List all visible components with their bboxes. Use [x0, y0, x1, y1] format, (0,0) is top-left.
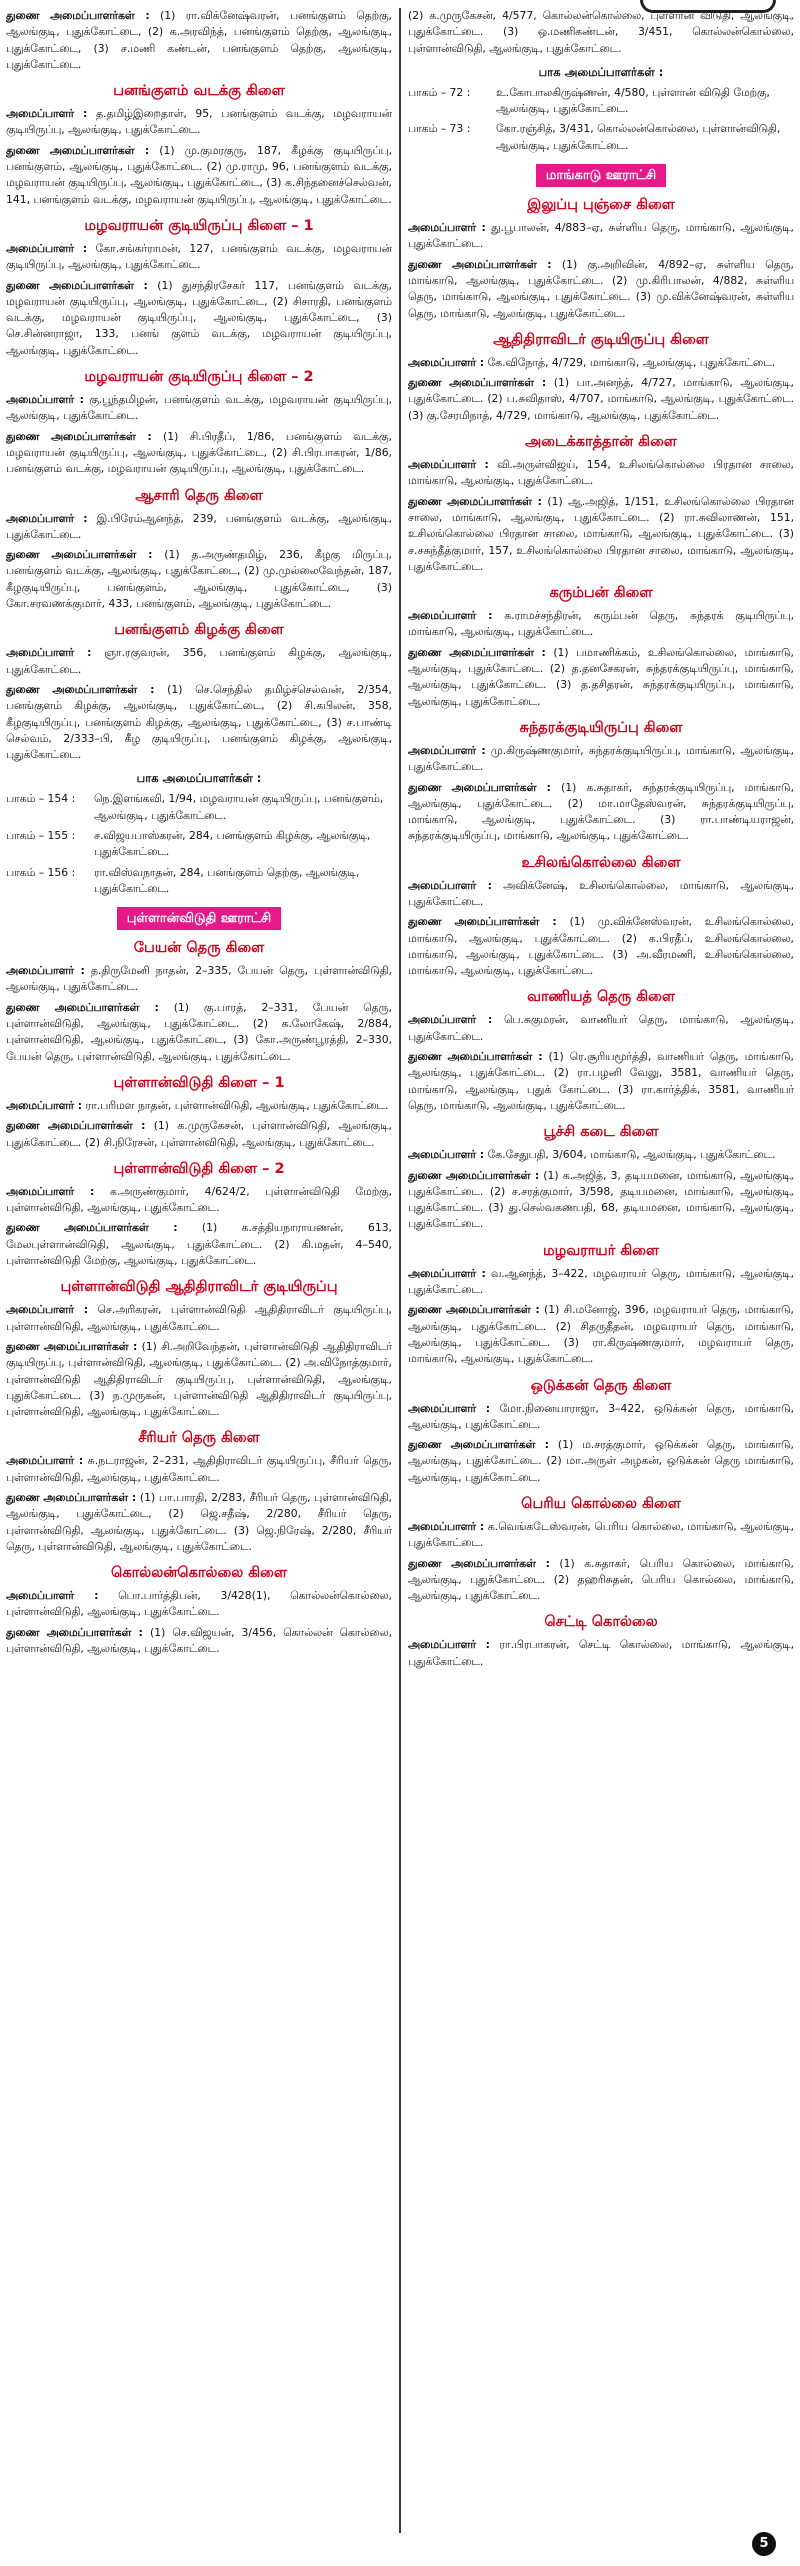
organizer-para [6, 1453, 392, 1486]
para-label: அமைப்பாளர் : [408, 1401, 491, 1415]
left-top-para [6, 8, 392, 73]
para-text: (1) கு.அறிவின், 4/892–ஏ, சுள்ளிய தெரு, மாங்காடு, ஆலங்குடி, புதுக்கோட்டை. (2) மு.கிரிபாலன், 4/882, சுள்ளிய தெரு, மாங்காடு, ஆலங்குடி, புதுக்கோட்டை. (3) மு.விக்னேஷ்வரன், சுள்ளிய தெரு, மாங்காடு, ஆலங்குடி, புதுக்கோட்டை. [408, 257, 794, 320]
para-label: அமைப்பாளர் : [6, 1098, 83, 1112]
organizer-para [408, 1266, 794, 1299]
para-label: அமைப்பாளர் : [408, 878, 492, 892]
part-number: பாகம் – 156 : [6, 865, 76, 879]
para-text: (1) மு.குமரகுரு, 187, கீழக்கு குடியிருப்பு, பனங்குளம், ஆலங்குடி, புதுக்கோட்டை. (2) மு.ராமு, 96, பனங்குளம் வடக்கு, மழவராயன் குடியிருப்பு, ஆலங்குடி, புதுக்கோட்டை, (3) க.சிந்தனைச்செல்வன், 141, பனங்குளம் வடக்கு, மழவராயன் குடியிருப்பு, ஆலங்குடி, புதுக்கோட்டை. [6, 143, 392, 206]
para-text: (1) க.சுதாகர், சுந்தரக்குடியிருப்பு, மாங்காடு, ஆலங்குடி, புதுக்கோட்டை. (2) மா.மாதேஸ்வரன், சுந்தரக்குடியிருப்பு, மாங்காடு, ஆலங்குடி, புதுக்கோட்டை. (3) ரா.பாண்டியராஜன், சுந்தரக்குடியிருப்பு, மாங்காடு, ஆலங்குடி, புதுக்கோட்டை. [408, 780, 794, 843]
branch-title: பேயன் தெரு கிளை [133, 940, 265, 957]
part-text: கோ.ரஞ்சித், 3/431, கொல்லன்கொல்லை, புள்ளான்விடுதி, ஆலங்குடி, புதுக்கோட்டை. [496, 122, 781, 152]
page-number-badge: 5 [752, 2532, 776, 2556]
branch-block [6, 1074, 392, 1151]
branch-title: பெரிய கொல்லை கிளை [521, 1496, 681, 1512]
branch-block [6, 1429, 392, 1555]
organizer-para [408, 457, 794, 490]
deputy-para [6, 547, 392, 612]
para-text: கே.விநோத், 4/729, மாங்காடு, ஆலங்குடி, புதுக்கோட்டை. [487, 355, 776, 369]
right-top-para [408, 8, 794, 57]
part-number: பாகம் – 154 : [6, 792, 76, 806]
para-label: அமைப்பாளர் : [408, 355, 485, 369]
para-label: துணை அமைப்பாளர்கள் : [408, 1303, 540, 1317]
branch-title: ஆதிதிராவிடர் குடியிருப்பு கிளை [493, 331, 709, 348]
para-label: அமைப்பாளர் : [6, 511, 88, 525]
para-label: அமைப்பாளர் : [408, 221, 486, 235]
organizer-para [408, 1401, 794, 1434]
para-label: துணை அமைப்பாளர்கள் : [408, 915, 557, 929]
para-text: இ.பிரேம்ஆனந்த், 239, பனங்குளம் வடக்கு, ஆலங்குடி, புதுக்கோட்டை. [6, 511, 392, 541]
para-text: (1) ரெ.சூரியமூர்த்தி, வாணியர் தெரு, மாங்காடு, ஆலங்குடி, புதுக்கோட்டை. (2) ரா.பழனி வேலு, 3581, வாணியர் தெரு, மாங்காடு, ஆலங்குடி, புதுக் கோட்டை. (3) ரா.கார்த்திக், 3581, வாணியர் தெரு, மாங்காடு, ஆலங்குடி, புதுக்கோட்டை. [408, 1050, 794, 1112]
deputy-para [408, 645, 794, 710]
branch-block [408, 584, 794, 710]
deputy-para [6, 1625, 392, 1658]
ward-banner: புள்ளான்விடுதி ஊராட்சி [117, 907, 282, 930]
deputy-para [6, 682, 392, 763]
column-divider [399, 8, 401, 2533]
part-text: நெ.இளங்கவி, 1/94, மழவராயன் குடியிருப்பு, பனங்குளம், ஆலங்குடி, புதுக்கோட்டை. [94, 792, 384, 822]
para-text: (1) க.முருகேசன், புள்ளான்விடுதி, ஆலங்குடி, புதுக்கோட்டை. (2) சி.நிரேசன், புள்ளான்விடுதி, ஆலங்குடி, புதுக்கோட்டை. [6, 1119, 392, 1149]
branch-title: உசிலங்கொல்லை கிளை [521, 854, 681, 871]
para-text: கே.சேதுபதி, 3/604, மாங்காடு, ஆலங்குடி, புதுக்கோட்டை. [487, 1148, 776, 1162]
part-row [6, 865, 392, 898]
organizer-para [408, 743, 794, 776]
deputy-para [408, 1168, 794, 1233]
organizer-para [6, 106, 392, 139]
branch-block [408, 196, 794, 322]
para-text: த.தமிழ்இறைதாள், 95, பனங்குளம் வடக்கு, மழவராயன் குடியிருப்பு, ஆலங்குடி, புதுக்கோட்டை. [6, 107, 392, 137]
para-label: துணை அமைப்பாளர்கள் : [408, 645, 546, 659]
branch-title: கொல்லன்கொல்லை கிளை [111, 1565, 287, 1582]
organizer-para [408, 608, 794, 641]
para-label: அமைப்பாளர் : [6, 964, 85, 978]
para-label: அமைப்பாளர் : [408, 743, 486, 757]
organizer-para [6, 963, 392, 996]
para-label: அமைப்பாளர் : [6, 107, 88, 121]
part-organizers-title: பாக அமைப்பாளர்கள் : [538, 64, 664, 79]
branch-title: செட்டி கொல்லை [544, 1614, 658, 1631]
para-text: (1) க.அஜித், 3, தடியமனை, மாங்காடு, ஆலங்குடி, புதுக்கோட்டை. (2) ச.சரத்குமார், 3/598, தடியமனை, மாங்காடு, ஆலங்குடி, புதுக்கோட்டை. (3) து.செல்வகணபதி, 68, தடியமனை, மாங்காடு, ஆலங்குடி, புதுக்கோட்டை. [408, 1168, 794, 1231]
deputy-para [6, 1220, 392, 1269]
branch-title: மழவராயன் குடியிருப்பு கிளை – 2 [84, 369, 314, 386]
deputy-para [6, 1490, 392, 1555]
para-text: த.திருமேனி நாதன், 2–335, பேயன் தெரு, புள்ளான்விடுதி, ஆலங்குடி, புதுக்கோட்டை. [6, 964, 392, 994]
para-label: துணை அமைப்பாளர்கள் : [6, 143, 150, 157]
para-text: (1) சி.அறிவேந்தன், புள்ளான்விடுதி ஆதிதிராவிடர் குடியிருப்பு, புள்ளான்விடுதி, ஆலங்குடி, புதுக்கோட்டை. (2) அ.விநோத்குமார், புள்ளான்விடுதி ஆதிதிராவிடர் குடியிருப்பு, புள்ளான்விடுதி, ஆலங்குடி, புதுக்கோட்டை. (3) ந.முருகன், புள்ளான்விடுதி ஆதிதிராவிடர் குடியிருப்பு, புள்ளான்விடுதி, ஆலங்குடி, புதுக்கோட்டை. [6, 1339, 392, 1419]
para-text: க.வெங்கடேஸ்வரன், பெரிய கொல்லை, மாங்காடு, ஆலங்குடி, புதுக்கோட்டை. [408, 1520, 794, 1550]
deputy-para [408, 1437, 794, 1486]
para-label: அமைப்பாளர் : [6, 393, 84, 407]
para-label: அமைப்பாளர் : [408, 1148, 485, 1162]
para-label: துணை அமைப்பாளர்கள் : [408, 494, 542, 508]
deputy-para [6, 1000, 392, 1065]
branch-block [6, 1278, 392, 1420]
para-label: துணை அமைப்பாளர்கள் : [408, 376, 547, 390]
part-number: பாகம் – 73 : [408, 122, 471, 136]
branch-title: அடைக்காத்தான் கிளை [525, 434, 677, 451]
para-text: செ.அரிகரன், புள்ளான்விடுதி ஆதிதிராவிடர் குடியிருப்பு, புள்ளான்விடுதி, ஆலங்குடி, புதுக்கோட்டை. [6, 1303, 392, 1333]
branch-block [6, 82, 392, 208]
deputy-para [6, 1118, 392, 1151]
deputy-para [408, 375, 794, 424]
para-text: (2) க.முருகேசன், 4/577, கொல்லன்கொல்லை, புள்ளான் விடுதி, ஆலங்குடி, புதுக்கோட்டை. (3) ஒ.மணிகண்டன், 3/451, கொல்லன்கொல்லை, புள்ளான்விடுதி, ஆலங்குடி, புதுக்கோட்டை. [408, 9, 794, 55]
branch-block [408, 988, 794, 1114]
part-row [6, 791, 392, 824]
branch-block [6, 217, 392, 359]
organizer-para [408, 220, 794, 253]
organizer-para [6, 1588, 392, 1621]
organizer-para [408, 1012, 794, 1045]
branch-title: புள்ளான்விடுதி கிளை – 2 [113, 1160, 285, 1177]
part-row [408, 121, 794, 154]
deputy-para [6, 278, 392, 359]
organizer-para [408, 878, 794, 911]
para-label: துணை அமைப்பாளர்கள் : [408, 780, 551, 794]
para-text: கோ.சங்கர்ராமன், 127, பனங்குளம் வடக்கு, மழவராயன் குடியிருப்பு, ஆலங்குடி, புதுக்கோட்டை. [6, 241, 392, 272]
para-text: (1) கு.பாரத், 2–331, பேயன் தெரு, புள்ளான்விடுதி, ஆலங்குடி, புதுக்கோட்டை. (2) க.லோகேஷ், 2/884, புள்ளான்விடுதி, ஆலங்குடி, புதுக்கோட்டை, (3) கோ.அருண்பூரத்தி, 2–330, பேயன் தெரு, புள்ளான்விடுதி, ஆலங்குடி, புதுக்கோட்டை. [6, 1000, 392, 1063]
part-organizers [408, 65, 794, 154]
para-text: பொ.பார்த்திபன், 3/428(1), கொல்லன்கொல்லை, புள்ளான்விடுதி, ஆலங்குடி, புதுக்கோட்டை. [6, 1589, 392, 1619]
para-text: (1) பா.அனந்த், 4/727, மாங்காடு, ஆலங்குடி, புதுக்கோட்டை. (2) ப.சுவிதாஸ், 4/707, மாங்காடு, ஆலங்குடி, புதுக்கோட்டை. (3) கு.சேரமிநாத், 4/729, மாங்காடு, ஆலங்குடி, புதுக்கோட்டை. [408, 376, 794, 422]
branch-title: ஆசாரி தெரு கிளை [135, 487, 263, 504]
para-label: துணை அமைப்பாளர்கள் : [408, 1556, 550, 1570]
para-label: அமைப்பாளர் : [6, 241, 88, 255]
deputy-para [408, 1556, 794, 1605]
branch-block [408, 719, 794, 845]
deputy-para [6, 1339, 392, 1420]
para-text: சு.நடராஜன், 2–231, ஆதிதிராவிடர் குடியிருப்பு, சீரியர் தெரு, புள்ளான்விடுதி, ஆலங்குடி, புதுக்கோட்டை. [6, 1454, 392, 1484]
para-text: ரா.பிரபாகரன், செட்டி கொல்லை, மாங்காடு, ஆலங்குடி, புதுக்கோட்டை. [408, 1638, 794, 1668]
branch-block [6, 1564, 392, 1657]
para-label: துணை அமைப்பாளர்கள் : [6, 9, 150, 22]
deputy-para [408, 494, 794, 575]
branch-title: இலுப்பு புஞ்சை கிளை [527, 197, 675, 214]
part-row [408, 85, 794, 118]
para-label: துணை அமைப்பாளர்கள் : [408, 1168, 540, 1182]
para-label: அமைப்பாளர் : [408, 1520, 485, 1533]
deputy-para [408, 1302, 794, 1367]
para-label: துணை அமைப்பாளர்கள் : [6, 682, 155, 696]
para-label: துணை அமைப்பாளர்கள் : [6, 1491, 137, 1504]
branch-block [408, 433, 794, 575]
para-label: அமைப்பாளர் : [408, 1013, 493, 1027]
ward-banner: மாங்காடு ஊராட்சி [536, 164, 666, 187]
deputy-para [408, 1049, 794, 1114]
para-label: அமைப்பாளர் : [6, 1589, 99, 1603]
part-organizers-title: பாக அமைப்பாளர்கள் : [136, 771, 262, 786]
para-text: (1) ம.சரத்குமார், ஒடுக்கன் தெரு, மாங்காடு, ஆலங்குடி, புதுக்கோட்டை. (2) மா.அருள் அழகன், ஒடுக்கன் தெரு மாங்காடு, ஆலங்குடி, புதுக்கோட்டை. [408, 1438, 794, 1484]
para-label: துணை அமைப்பாளர்கள் : [6, 1119, 146, 1133]
part-row [6, 828, 392, 861]
para-label: துணை அமைப்பாளர்கள் : [408, 1438, 549, 1452]
para-label: அமைப்பாளர் : [6, 1184, 95, 1198]
part-text: உ.கோபாலகிருஷ்ணன், 4/580, புள்ளான் விடுதி மேற்கு, ஆலங்குடி, புதுக்கோட்டை. [496, 85, 770, 116]
part-number: பாகம் – 72 : [408, 85, 471, 99]
branch-title: கரும்பன் கிளை [549, 585, 653, 602]
para-text: (1) த.அருண்தமிழ், 236, கீழகு மிருப்பு, பனங்குளம் வடக்கு, ஆலங்குடி, புதுக்கோட்டை, (2) மு.முல்லைவேந்தன், 187, கீழகுடியிருப்பு, பனங்குளம், ஆலங்குடி, புதுக்கோட்டை, (3) கோ.சரவணக்குமார், 433, பனங்குளம், ஆலங்குடி, புதுக்கோட்டை. [6, 548, 392, 611]
part-text: ரா.விஸ்வநாதன், 284, பனங்குளம் தெற்கு, ஆலங்குடி, புதுக்கோட்டை. [94, 865, 360, 895]
para-label: அமைப்பாளர் : [408, 1266, 486, 1280]
para-text: க.அருண்குமார், 4/624/2, புள்ளான்விடுதி மேற்கு, புள்ளான்விடுதி, ஆலங்குடி, புதுக்கோட்டை. [6, 1184, 392, 1215]
para-label: துணை அமைப்பாளர்கள் : [408, 257, 552, 271]
branch-title: பூச்சி கடை கிளை [543, 1124, 659, 1141]
branch-block [6, 621, 392, 763]
part-text: ச.விஜயபாஸ்கரன், 284, பனங்குளம் கிழக்கு, ஆலங்குடி, புதுக்கோட்டை. [94, 828, 371, 859]
organizer-para [6, 645, 392, 678]
para-label: துணை அமைப்பாளர்கள் : [6, 1625, 143, 1639]
para-text: வி.அருள்விஜய், 154, உசிலங்கொல்லை பிரதான சாலை, மாங்காடு, ஆலங்குடி, புதுக்கோட்டை. [408, 458, 794, 488]
branch-title: மழவராயர் கிளை [542, 1242, 660, 1259]
para-text: (1) செ.விஜயன், 3/456, கொல்லன் கொல்லை, புள்ளான்விடுதி, ஆலங்குடி, புதுக்கோட்டை. [6, 1625, 392, 1656]
branch-block [6, 1160, 392, 1269]
branch-block [6, 368, 392, 477]
branch-title: சுந்தரக்குடியிருப்பு கிளை [519, 719, 683, 736]
deputy-para [408, 780, 794, 845]
para-text: கு.பூந்தமிழன், பனங்குளம் வடக்கு, மழவராயன் குடியிருப்பு, ஆலங்குடி, புதுக்கோட்டை. [6, 393, 392, 423]
para-label: அமைப்பாளர் : [408, 1638, 490, 1652]
organizer-para [6, 1302, 392, 1335]
para-text: ரா.பரிமள நாதன், புள்ளான்விடுதி, ஆலங்குடி, புதுக்கோட்டை. [85, 1098, 389, 1112]
left-column [6, 8, 392, 2528]
para-label: அமைப்பாளர் : [408, 458, 489, 472]
para-text: வ.ஆனந்த், 3–422, மழவராயர் தெரு, மாங்காடு, ஆலங்குடி, புதுக்கோட்டை. [408, 1266, 794, 1297]
para-text: அவிக்னேஷ், உசிலங்கொல்லை, மாங்காடு, ஆலங்குடி, புதுக்கோட்டை. [408, 878, 794, 908]
organizer-para [6, 1098, 392, 1114]
branch-block [6, 939, 392, 1065]
branch-block [408, 1242, 794, 1368]
organizer-para [408, 1147, 794, 1163]
branch-title: பனங்குளம் கிழக்கு கிளை [114, 622, 284, 639]
branch-title: மழவராயன் குடியிருப்பு கிளை – 1 [84, 217, 314, 234]
branch-title: புள்ளான்விடுதி ஆதிதிராவிடர் குடியிருப்பு [60, 1279, 338, 1296]
para-text: க.ராமச்சந்திரன், கரும்பன் தெரு, சுந்தரக் குடியிருப்பு, மாங்காடு, ஆலங்குடி, புதுக்கோட்டை. [408, 609, 794, 639]
right-column [408, 8, 794, 2528]
branch-block [408, 1123, 794, 1232]
branch-title: வாணியத் தெரு கிளை [527, 989, 675, 1006]
organizer-para [408, 1637, 794, 1670]
organizer-para [6, 241, 392, 274]
para-text: (1) துசந்திரசேகர் 117, பனங்குளம் வடக்கு, மழவராயன் குடியிருப்பு, ஆலங்குடி, புதுக்கோட்டை, (2) சிசாரதி, பனங்குளம் வடக்கு, மழவராயன் குடியிருப்பு, ஆலங்குடி, புதுக்கோட்டை, (3) செ.சின்னராஜா, 133, பனங் குளம் வடக்கு, மழவராயன் குடியிருப்பு, ஆலங்குடி, புதுக்கோட்டை. [6, 278, 392, 357]
branch-block [408, 331, 794, 424]
para-text: (1) சி.மனோஜ், 396, மழவராயர் தெரு, மாங்காடு, ஆலங்குடி, புதுக்கோட்டை. (2) சிதருதீதன், மழவராயர் தெரு, மாங்காடு, ஆலங்குடி, புதுக்கோட்டை. (3) ரா.கிருஷ்ணகுமார், மழவராயர் தெரு, மாங்காடு, ஆலங்குடி, புதுக்கோட்டை. [408, 1303, 794, 1366]
para-text: (1) செ.செந்தில் தமிழ்ச்செல்வன், 2/354, பனங்குளம் கிழக்கு, ஆலங்குடி, புதுக்கோட்டை, (2) சி.கபிலன், 358, கீழகுடியிருப்பு, பனங்குளம் கிழக்கு, ஆலங்குடி, புதுக்கோட்டை, (3) ச.பாண்டி செல்வம், 2/333–பி, கீழ குடியிருப்பு, பனங்குளம் கிழக்கு, ஆலங்குடி, புதுக்கோட்டை. [6, 682, 392, 762]
para-text: மு.கிருஷ்ணகுமார், சுந்தரக்குடியிருப்பு, மாங்காடு, ஆலங்குடி, புதுக்கோட்டை. [408, 743, 794, 774]
organizer-para [6, 392, 392, 425]
branch-title: சீரியர் தெரு கிளை [138, 1430, 260, 1447]
para-label: துணை அமைப்பாளர்கள் : [6, 278, 148, 292]
para-label: துணை அமைப்பாளர்கள் : [6, 1000, 159, 1014]
deputy-para [408, 257, 794, 322]
organizer-para [408, 355, 794, 371]
para-label: அமைப்பாளர் : [6, 1454, 84, 1468]
deputy-para [6, 429, 392, 478]
branch-title: பனங்குளம் வடக்கு கிளை [113, 83, 285, 100]
organizer-para [6, 511, 392, 544]
deputy-para [408, 914, 794, 979]
para-text: பெ.சுகுமரன், வாணியர் தெரு, மாங்காடு, ஆலங்குடி, புதுக்கோட்டை. [408, 1013, 794, 1043]
organizer-para [408, 1519, 794, 1552]
para-text: மோ.நினையாராஜா, 3–422, ஒடுக்கன் தெரு, மாங்காடு, ஆலங்குடி, புதுக்கோட்டை. [408, 1401, 794, 1431]
para-label: துணை அமைப்பாளர்கள் : [6, 429, 152, 443]
para-text: ஞா.ரகுவரன், 356, பனங்குளம் கிழக்கு, ஆலங்குடி, புதுக்கோட்டை. [6, 646, 392, 676]
para-text: (1) பா.பாரதி, 2/283, சீரியர் தெரு, புள்ளான்விடுதி, ஆலங்குடி, புதுக்கோட்டை, (2) ஜெ.சதீஷ், 2/280, சீரியர் தெரு, புள்ளான்விடுதி, ஆலங்குடி, புதுக்கோட்டை. (3) ஜெ.நிரேஷ், 2/280, சீரியர் தெரு, புள்ளான்விடுதி, ஆலங்குடி, புதுக்கோட்டை. [6, 1491, 392, 1553]
branch-block [408, 854, 794, 980]
para-label: அமைப்பாளர் : [6, 646, 92, 660]
branch-title: ஒடுக்கன் தெரு கிளை [530, 1377, 672, 1394]
para-label: அமைப்பாளர் : [408, 609, 493, 623]
part-organizers [6, 771, 392, 897]
para-text: (1) ரா.விக்னேஷ்வரன், பனங்குளம் தெற்கு, ஆலங்குடி, புதுக்கோட்டை, (2) க.அரவிந்த், பனங்குளம் தெற்கு, ஆலங்குடி, புதுக்கோட்டை, (3) ச.மணி கண்டன், பனங்குளம் தெற்கு, ஆலங்குடி, புதுக்கோட்டை. [6, 9, 392, 71]
para-text: (1) க.சத்தியநாராயணன், 613, மேலபுள்ளான்விடுதி, ஆலங்குடி, புதுக்கோட்டை. (2) கி.மதன், 4–540, புள்ளான்விடுதி மேற்கு, ஆலங்குடி, புதுக்கோட்டை. [6, 1221, 392, 1268]
para-text: து.பூபாலன், 4/883–ஏ, சுள்ளிய தெரு, மாங்காடு, ஆலங்குடி, புதுக்கோட்டை. [408, 221, 794, 251]
para-label: துணை அமைப்பாளர்கள் : [6, 548, 153, 562]
branch-block [408, 1495, 794, 1604]
para-text: (1) மு.விக்னேஸ்வரன், உசிலங்கொல்லை, மாங்காடு, ஆலங்குடி, புதுக்கோட்டை. (2) க.பிரதீப், உசிலங்கொல்லை, மாங்காடு, ஆலங்குடி, புதுக்கோட்டை. (3) அ.வீரமணி, உசிலங்கொல்லை, மாங்காடு, ஆலங்குடி, புதுக்கோட்டை. [408, 915, 794, 978]
organizer-para [6, 1184, 392, 1217]
para-text: (1) க.சுதாகர், பெரிய கொல்லை, மாங்காடு, ஆலங்குடி, புதுக்கோட்டை. (2) தஹரிசுதன், பெரிய கொல்லை, மாங்காடு, ஆலங்குடி, புதுக்கோட்டை. [408, 1556, 794, 1603]
para-label: அமைப்பாளர் : [6, 1303, 89, 1317]
para-text: (1) ஆ.அஜித், 1/151, உசிலங்கொல்லை பிரதான சாலை, மாங்காடு, ஆலங்குடி, புதுக்கோட்டை. (2) ரா.சுவிலாணன், 151, உசிலங்கொல்லை பிரதான சாலை, மாங்காடு, ஆலங்குடி, புதுக்கோட்டை. (3) ச.சசுந்தீத்குமார், 157, உசிலங்கொல்லை பிரதான சாலை, மாங்காடு, ஆலங்குடி, புதுக்கோட்டை. [408, 494, 794, 573]
branch-block [408, 1613, 794, 1670]
deputy-para [6, 143, 392, 208]
para-text: (1) பமாணிக்கம், உசிலங்கொல்லை, மாங்காடு, ஆலங்குடி, புதுக்கோட்டை. (2) த.தனசேகரன், சுந்தரக்குடியிருப்பு, மாங்காடு, ஆலங்குடி, புதுக்கோட்டை. (3) த.தசிதரன், சுந்தரக்குடியிருப்பு, மாங்காடு, ஆலங்குடி, புதுக்கோட்டை. [408, 645, 794, 708]
branch-title: புள்ளான்விடுதி கிளை – 1 [113, 1074, 285, 1091]
para-label: துணை அமைப்பாளர்கள் : [408, 1050, 543, 1064]
para-text: (1) சி.பிரதீப், 1/86, பனங்குளம் வடக்கு, மழவராயன் குடியிருப்பு, ஆலங்குடி, புதுக்கோட்டை, (2) சி.பிரபாகரன், 1/86, பனங்குளம் வடக்கு, மழவராயன் குடியிருப்பு, ஆலங்குடி, புதுக்கோட்டை. [6, 429, 392, 476]
branch-block [408, 1377, 794, 1486]
part-number: பாகம் – 155 : [6, 828, 76, 842]
para-label: துணை அமைப்பாளர்கள் : [6, 1339, 138, 1353]
para-label: துணை அமைப்பாளர்கள் : [6, 1221, 178, 1235]
branch-block [6, 487, 392, 613]
